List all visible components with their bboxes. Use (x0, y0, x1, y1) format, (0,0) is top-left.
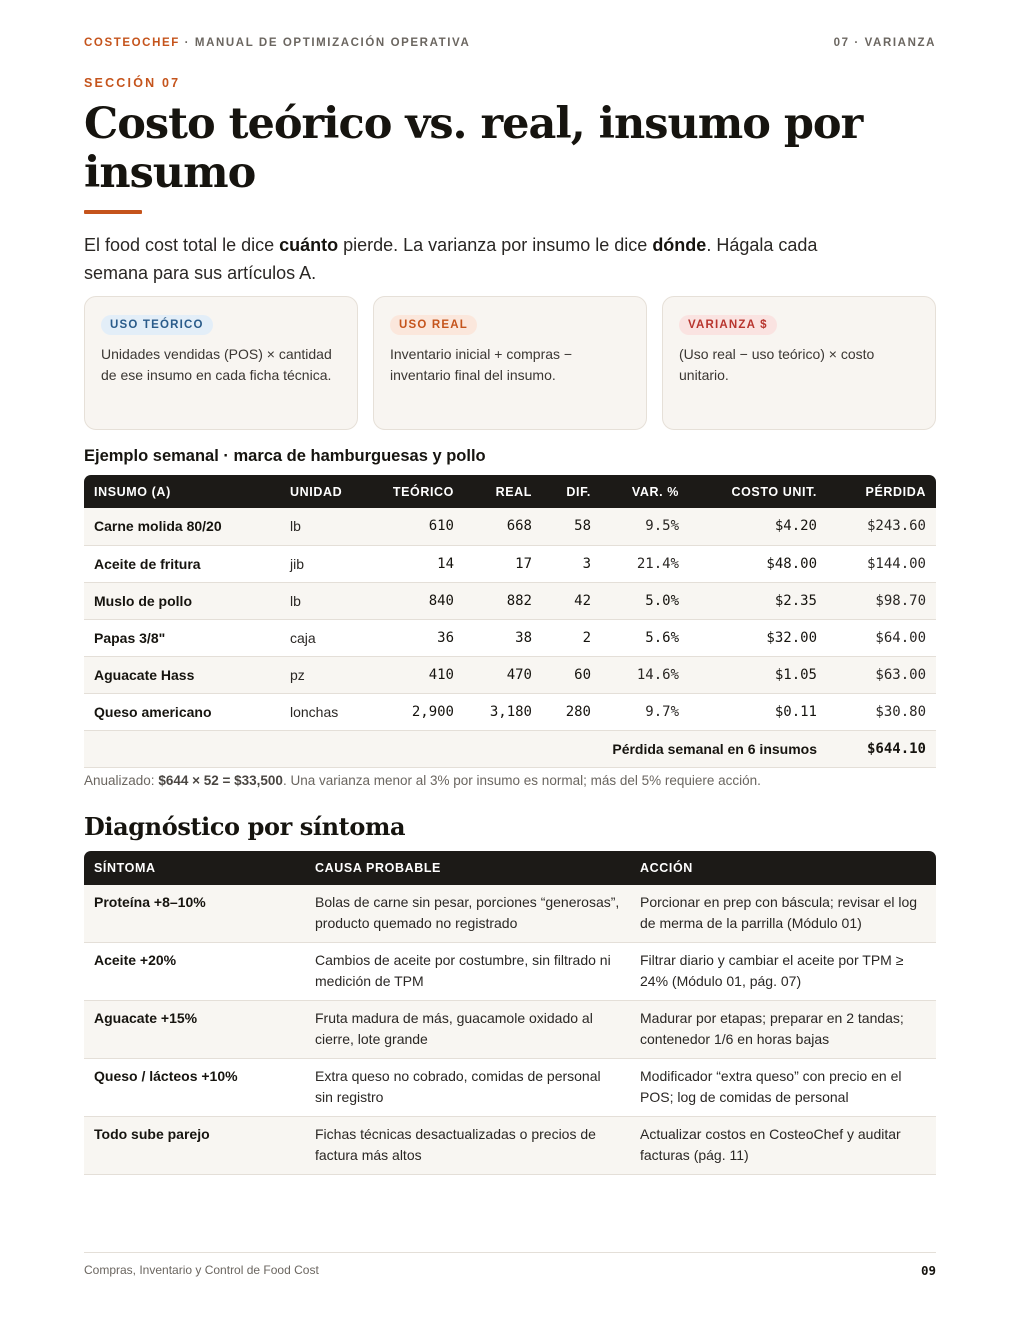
table-row (84, 619, 936, 656)
column-header: SÍNTOMA (84, 851, 305, 885)
diagnosis-table (84, 851, 936, 1175)
probable-cause: Cambios de aceite por costumbre, sin filtrado ni medición de TPM (315, 952, 611, 989)
card-tag: VARIANZA $ (679, 315, 777, 335)
actual-value: 470 (506, 666, 532, 683)
difference-value: 2 (582, 629, 591, 646)
running-header (84, 37, 936, 53)
actual-value: 17 (515, 555, 532, 572)
variance-percent: 5.0% (645, 592, 679, 609)
card-actual-use (373, 296, 647, 430)
weekly-example-title: Ejemplo semanal · marca de hamburguesas y pollo (84, 447, 486, 465)
item-name: Aceite de fritura (94, 555, 201, 572)
unit-cost: $0.11 (774, 703, 817, 720)
column-header: INSUMO (A) (84, 475, 280, 508)
column-header: PÉRDIDA (827, 475, 936, 508)
variance-percent: 5.6% (645, 629, 679, 646)
note-text: . Una varianza menor al 3% por insumo es normal; más del 5% requiere acción. (282, 773, 761, 788)
unit-cost: $4.20 (774, 518, 817, 535)
lead-emphasis: cuánto (279, 235, 339, 255)
total-loss-value: $644.10 (866, 740, 926, 757)
probable-cause: Bolas de carne sin pesar, porciones “generosas”, producto quemado no registrado (315, 894, 620, 931)
weekly-variance-table (84, 475, 936, 768)
loss-value: $64.00 (875, 629, 926, 646)
symptom: Aguacate +15% (94, 1010, 198, 1026)
table-row (84, 885, 936, 943)
table-row (84, 1117, 936, 1175)
table-row (84, 656, 936, 693)
card-theoretical-use (84, 296, 358, 430)
note-calculation: $644 × 52 = $33,500 (158, 773, 283, 788)
loss-value: $98.70 (875, 592, 926, 609)
diagnosis-title: Diagnóstico por síntoma (84, 812, 406, 841)
difference-value: 42 (574, 592, 591, 609)
item-name: Carne molida 80/20 (94, 518, 222, 535)
page-number: 09 (920, 1263, 936, 1278)
section-kicker: SECCIÓN 07 (84, 76, 181, 90)
section-reference: 07 · VARIANZA (833, 37, 936, 49)
header-separator: · (179, 37, 195, 49)
column-header: CAUSA PROBABLE (305, 851, 630, 885)
symptom: Queso / lácteos +10% (94, 1068, 238, 1084)
definition-cards (84, 296, 936, 430)
footer-title: Compras, Inventario y Control de Food Cost (84, 1263, 319, 1277)
theoretical-value: 36 (437, 629, 454, 646)
probable-cause: Extra queso no cobrado, comidas de personal sin registro (315, 1068, 601, 1105)
card-variance (662, 296, 936, 430)
item-name: Muslo de pollo (94, 592, 192, 609)
title-accent-rule (84, 210, 142, 214)
card-tag: USO REAL (390, 315, 477, 335)
lead-text: El food cost total le dice (84, 235, 280, 255)
table-row (84, 1001, 936, 1059)
column-header: REAL (464, 475, 542, 508)
card-text: (Uso real − uso teórico) × costo unitario. (679, 346, 875, 383)
item-unit: pz (290, 666, 305, 683)
lead-text: pierde. La varianza por insumo le dice (338, 235, 653, 255)
total-row (84, 730, 936, 767)
card-text: Inventario inicial + compras − inventario final del insumo. (390, 346, 573, 383)
variance-percent: 21.4% (636, 555, 679, 572)
item-unit: caja (290, 629, 316, 646)
variance-percent: 9.5% (645, 518, 679, 535)
column-header: VAR. % (601, 475, 689, 508)
card-tag: USO TEÓRICO (101, 315, 213, 335)
brand-name: COSTEOCHEF (84, 37, 180, 49)
item-unit: lb (290, 592, 301, 609)
lead-emphasis: dónde (652, 235, 707, 255)
difference-value: 60 (574, 666, 591, 683)
unit-cost: $48.00 (766, 555, 817, 572)
table-row (84, 943, 936, 1001)
action: Porcionar en prep con báscula; revisar el log de merma de la parrilla (Módulo 01) (640, 894, 918, 931)
table-header-row (84, 475, 936, 508)
item-unit: lb (290, 518, 301, 535)
column-header: TEÓRICO (364, 475, 464, 508)
page-title: Costo teórico vs. real, insumo por insumo (84, 99, 863, 198)
manual-page (84, 0, 936, 1320)
probable-cause: Fichas técnicas desactualizadas o precios de factura más altos (315, 1126, 596, 1163)
note-text: Anualizado: (84, 773, 159, 788)
variance-percent: 14.6% (636, 666, 679, 683)
theoretical-value: 610 (428, 518, 454, 535)
column-header: ACCIÓN (630, 851, 936, 885)
theoretical-value: 2,900 (411, 703, 454, 720)
unit-cost: $32.00 (766, 629, 817, 646)
column-header: DIF. (542, 475, 601, 508)
item-name: Aguacate Hass (94, 666, 195, 683)
lead-paragraph (84, 231, 844, 287)
column-header: COSTO UNIT. (689, 475, 827, 508)
table-header-row (84, 851, 936, 885)
probable-cause: Fruta madura de más, guacamole oxidado al cierre, lote grande (315, 1010, 593, 1047)
difference-value: 280 (565, 703, 591, 720)
column-header: UNIDAD (280, 475, 364, 508)
table-row (84, 545, 936, 582)
total-label: Pérdida semanal en 6 insumos (612, 740, 817, 757)
difference-value: 3 (582, 555, 591, 572)
symptom: Proteína +8–10% (94, 894, 206, 910)
card-text: Unidades vendidas (POS) × cantidad de ese insumo en cada ficha técnica. (101, 346, 332, 383)
loss-value: $144.00 (866, 555, 926, 572)
variance-percent: 9.7% (645, 703, 679, 720)
action: Actualizar costos en CosteoChef y auditar facturas (pág. 11) (640, 1126, 901, 1163)
item-unit: lonchas (290, 703, 339, 720)
theoretical-value: 14 (437, 555, 454, 572)
loss-value: $30.80 (875, 703, 926, 720)
difference-value: 58 (574, 518, 591, 535)
lead-text: . Hágala cada semana para sus artículos A. (84, 235, 818, 283)
item-name: Queso americano (94, 703, 212, 720)
footer-divider (84, 1252, 936, 1253)
annualized-note (84, 773, 761, 788)
symptom: Aceite +20% (94, 952, 177, 968)
unit-cost: $2.35 (774, 592, 817, 609)
theoretical-value: 840 (428, 592, 454, 609)
action: Madurar por etapas; preparar en 2 tandas; contenedor 1/6 en horas bajas (640, 1010, 904, 1047)
loss-value: $63.00 (875, 666, 926, 683)
table-row (84, 693, 936, 730)
actual-value: 3,180 (489, 703, 532, 720)
item-unit: jib (290, 555, 305, 572)
manual-title: MANUAL DE OPTIMIZACIÓN OPERATIVA (194, 37, 471, 49)
action: Filtrar diario y cambiar el aceite por TPM ≥ 24% (Módulo 01, pág. 07) (640, 952, 904, 989)
table-row (84, 1059, 936, 1117)
actual-value: 882 (506, 592, 532, 609)
actual-value: 668 (506, 518, 532, 535)
unit-cost: $1.05 (774, 666, 817, 683)
table-row (84, 582, 936, 619)
loss-value: $243.60 (866, 518, 926, 535)
item-name: Papas 3/8" (94, 629, 166, 646)
actual-value: 38 (515, 629, 532, 646)
symptom: Todo sube parejo (94, 1126, 210, 1142)
theoretical-value: 410 (428, 666, 454, 683)
table-row (84, 508, 936, 545)
action: Modificador “extra queso” con precio en el POS; log de comidas de personal (640, 1068, 902, 1105)
